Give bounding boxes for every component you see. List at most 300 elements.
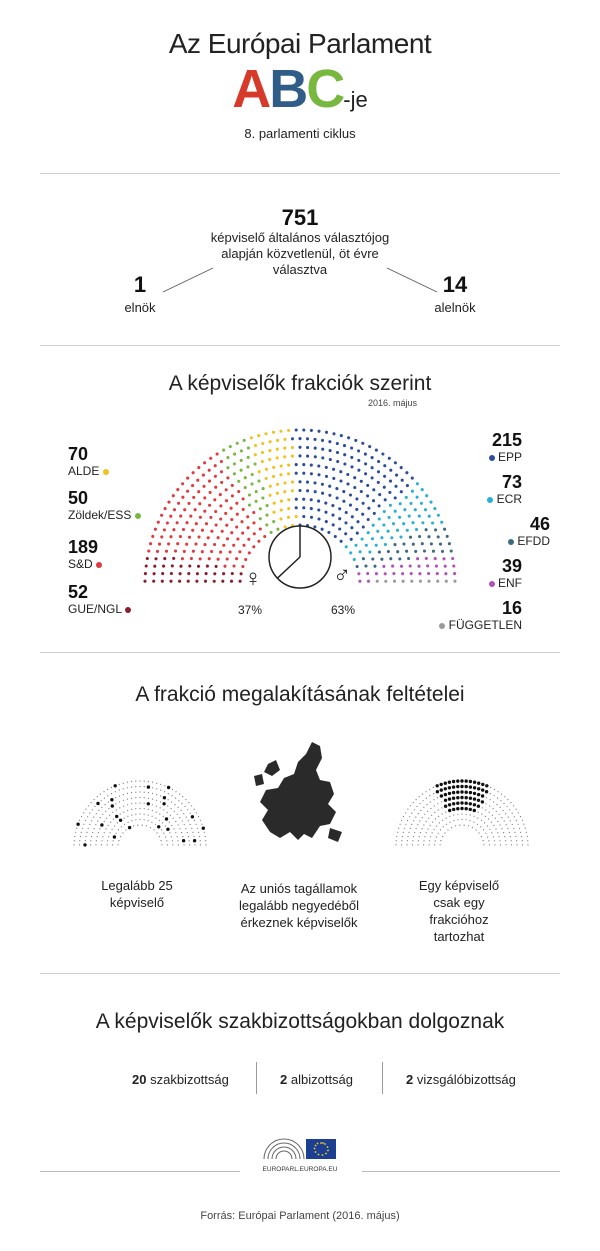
- seat-dot-gue-ngl: [169, 580, 172, 583]
- group-legend-left-2: [68, 537, 102, 571]
- seat-dot: [171, 808, 172, 809]
- seat-dot-s-d: [183, 550, 186, 553]
- seat-dot: [163, 833, 164, 834]
- seat-dot: [444, 782, 447, 785]
- seat-dot-ecr: [421, 488, 424, 491]
- seat-dot: [436, 836, 437, 837]
- seat-dot: [448, 786, 451, 789]
- seat-dot-epp: [310, 507, 313, 510]
- seat-dot: [505, 840, 506, 841]
- seat-dot: [501, 794, 502, 795]
- seat-dot: [459, 825, 460, 826]
- seat-dot: [406, 844, 407, 845]
- seat-dot: [193, 839, 196, 842]
- seat-dot: [434, 844, 435, 845]
- seat-dot: [516, 844, 517, 845]
- seat-dot-alde: [279, 473, 282, 476]
- connector-lines: [0, 0, 600, 340]
- seat-dot: [155, 818, 156, 819]
- seat-dot-epp: [350, 446, 353, 449]
- seat-dot-alde: [280, 508, 283, 511]
- seat-dot: [501, 828, 502, 829]
- group-color-dot: [103, 469, 109, 475]
- seat-dot: [122, 832, 123, 833]
- seat-dot-epp: [364, 453, 367, 456]
- seat-dot-s-d: [220, 481, 223, 484]
- seat-dot: [396, 836, 397, 837]
- seat-dot: [423, 844, 424, 845]
- seat-dot: [172, 795, 173, 796]
- seat-dot-alde: [273, 502, 276, 505]
- seat-dot-ecr: [345, 545, 348, 548]
- seat-dot-s-d: [197, 490, 200, 493]
- seat-dot: [485, 809, 486, 810]
- group-number: 73: [501, 472, 522, 492]
- seat-dot: [172, 840, 173, 841]
- seat-dot: [496, 811, 497, 812]
- seat-dot-s-d: [176, 488, 179, 491]
- group-label: FÜGGETLEN: [448, 618, 522, 632]
- seat-dot: [455, 825, 456, 826]
- seat-dot-ecr: [425, 494, 428, 497]
- seat-dot: [181, 803, 182, 804]
- seat-dot: [199, 836, 200, 837]
- seat-dot: [453, 814, 454, 815]
- seat-dot: [427, 828, 428, 829]
- seat-dot-epp: [310, 498, 313, 501]
- seat-dot: [181, 832, 182, 833]
- seat-dot: [431, 815, 432, 816]
- seat-dot: [497, 832, 498, 833]
- seat-dot: [175, 821, 176, 822]
- committee-label: albizottság: [290, 1072, 354, 1087]
- group-color-dot: [489, 581, 495, 587]
- seat-dot: [407, 840, 408, 841]
- seat-dot: [516, 809, 517, 810]
- seat-dot-ecr: [421, 521, 424, 524]
- seat-dot: [165, 836, 166, 837]
- seat-dot: [493, 825, 494, 826]
- seat-dot-alde: [276, 456, 279, 459]
- seat-dot-gue-ngl: [143, 580, 146, 583]
- seat-dot: [200, 840, 201, 841]
- seat-dot: [131, 781, 132, 782]
- seat-dot: [194, 809, 195, 810]
- seat-dot-ecr: [378, 517, 381, 520]
- seat-dot-gue-ngl: [146, 557, 149, 560]
- seat-dot: [144, 803, 145, 804]
- seat-dot-efdd: [443, 528, 446, 531]
- seat-dot: [165, 825, 166, 826]
- seat-dot-ecr: [349, 551, 352, 554]
- seat-dot-s-d: [203, 461, 206, 464]
- group-color-dot: [508, 539, 514, 545]
- seat-dot: [421, 828, 422, 829]
- small-hemicycle-icon: [72, 775, 208, 851]
- seat-dot: [437, 797, 438, 798]
- seat-dot: [76, 828, 77, 829]
- seat-dot-efdd: [409, 536, 412, 539]
- seat-dot: [101, 840, 102, 841]
- seat-dot-enf: [444, 565, 447, 568]
- seat-dot-s-d: [177, 502, 180, 505]
- seat-dot-epp: [298, 454, 301, 457]
- seat-dot: [449, 816, 450, 817]
- seat-dot: [131, 814, 132, 815]
- seat-dot-z-ldek-ess: [255, 500, 258, 503]
- seat-dot: [477, 782, 480, 785]
- seat-dot: [500, 844, 501, 845]
- seat-dot: [83, 843, 86, 846]
- group-number: 70: [68, 444, 89, 464]
- seat-dot: [119, 819, 122, 822]
- seat-dot-epp: [298, 437, 301, 440]
- seat-dot-s-d: [181, 496, 184, 499]
- seat-dot-s-d: [201, 529, 204, 532]
- seat-dot-epp: [324, 511, 327, 514]
- seat-dot-efdd: [439, 543, 442, 546]
- seat-dot: [397, 832, 398, 833]
- seat-dot-epp: [371, 466, 374, 469]
- seat-dot-ecr: [396, 529, 399, 532]
- seat-dot: [434, 829, 435, 830]
- members-total-number: 751: [281, 205, 319, 230]
- seat-dot: [168, 799, 169, 800]
- seat-dot: [160, 801, 161, 802]
- seat-dot-ecr: [402, 522, 405, 525]
- seat-dot-efdd: [414, 550, 417, 553]
- seat-dot: [469, 808, 472, 811]
- seat-dot-enf: [451, 557, 454, 560]
- seat-dot: [108, 801, 109, 802]
- seat-dot-epp: [331, 514, 334, 517]
- seat-dot: [460, 785, 463, 788]
- seat-dot: [460, 790, 463, 793]
- seat-dot: [131, 809, 132, 810]
- seat-dot: [404, 828, 405, 829]
- committee-item-2: [280, 1072, 353, 1087]
- seat-dot: [509, 832, 510, 833]
- seat-dot: [192, 832, 193, 833]
- seat-dot-s-d: [156, 550, 159, 553]
- seat-dot: [481, 836, 482, 837]
- seat-dot-s-d: [224, 512, 227, 515]
- seat-dot: [90, 844, 91, 845]
- seat-dot-epp: [331, 504, 334, 507]
- seat-dot: [148, 798, 149, 799]
- seat-dot-ecr: [361, 537, 364, 540]
- seat-dot-s-d: [244, 558, 247, 561]
- seat-dot-s-d: [229, 550, 232, 553]
- seat-dot-alde: [250, 436, 253, 439]
- seat-dot-efdd: [362, 557, 365, 560]
- seat-dot: [196, 812, 197, 813]
- seat-dot-enf: [436, 572, 439, 575]
- seat-dot-alde: [287, 464, 290, 467]
- seat-dot: [522, 840, 523, 841]
- seat-dot-alde: [287, 507, 290, 510]
- abc-letter-b: B: [269, 59, 307, 119]
- seat-dot-ecr: [429, 501, 432, 504]
- seat-dot: [481, 800, 484, 803]
- female-icon: ♀: [244, 565, 262, 592]
- seat-dot: [518, 824, 519, 825]
- seat-dot-z-ldek-ess: [240, 459, 243, 462]
- seat-dot-s-d: [219, 551, 222, 554]
- groups-date: 2016. május: [368, 398, 418, 408]
- seat-dot: [131, 787, 132, 788]
- seat-dot: [465, 796, 468, 799]
- seat-dot-s-d: [173, 508, 176, 511]
- seat-dot: [119, 795, 120, 796]
- seat-dot-epp: [298, 480, 301, 483]
- condition-text-1: Legalább 25 képviselő: [101, 878, 173, 910]
- seat-dot-epp: [314, 490, 317, 493]
- seat-dot: [139, 797, 140, 798]
- seat-dot-z-ldek-ess: [248, 493, 251, 496]
- seat-dot: [424, 814, 425, 815]
- seat-dot: [436, 790, 439, 793]
- seat-dot: [194, 820, 195, 821]
- seat-dot-gue-ngl: [153, 565, 156, 568]
- group-number: 52: [68, 582, 89, 602]
- seat-dot: [403, 816, 404, 817]
- seat-dot: [516, 820, 517, 821]
- committee-label: vizsgálóbizottság: [416, 1072, 516, 1087]
- seat-dot-gue-ngl: [178, 580, 181, 583]
- seat-dot-s-d: [181, 557, 184, 560]
- seat-dot-epp: [400, 466, 403, 469]
- seat-dot: [123, 800, 124, 801]
- seat-dot-epp: [361, 442, 364, 445]
- seat-dot-epp: [321, 439, 324, 442]
- seat-dot: [418, 813, 419, 814]
- seat-dot: [438, 816, 439, 817]
- seat-dot: [120, 836, 121, 837]
- seat-dot: [156, 806, 157, 807]
- seat-dot: [175, 791, 176, 792]
- seat-dot: [198, 832, 199, 833]
- seat-dot: [452, 785, 455, 788]
- seat-dot: [169, 822, 170, 823]
- seat-dot-epp: [306, 489, 309, 492]
- seat-dot-s-d: [230, 531, 233, 534]
- seat-dot-alde: [287, 516, 290, 519]
- seat-dot: [478, 832, 479, 833]
- divider: [40, 652, 560, 653]
- seat-dot: [416, 828, 417, 829]
- seat-dot: [481, 783, 484, 786]
- seat-dot: [440, 844, 441, 845]
- seat-dot-gue-ngl: [161, 580, 164, 583]
- seat-dot-s-d: [181, 482, 184, 485]
- seat-dot-s-d: [226, 476, 229, 479]
- seat-dot: [461, 813, 462, 814]
- seat-dot-efdd: [425, 528, 428, 531]
- seat-dot-efdd: [373, 565, 376, 568]
- seat-dot: [456, 796, 459, 799]
- seat-dot: [411, 813, 412, 814]
- seat-dot: [520, 816, 521, 817]
- seat-dot-ecr: [416, 496, 419, 499]
- seat-dot: [460, 796, 463, 799]
- seat-dot: [414, 832, 415, 833]
- seat-dot-epp: [357, 459, 360, 462]
- seat-dot-epp: [395, 474, 398, 477]
- seat-dot-epp: [372, 499, 375, 502]
- seat-dot-gue-ngl: [206, 565, 209, 568]
- seat-dot: [128, 826, 131, 829]
- seat-dot: [433, 787, 434, 788]
- group-number: 39: [501, 556, 522, 576]
- seat-dot-s-d: [179, 535, 182, 538]
- seat-dot: [518, 812, 519, 813]
- seat-dot: [94, 806, 95, 807]
- seat-dot-epp: [317, 473, 320, 476]
- seat-dot-ecr: [367, 531, 370, 534]
- seat-dot-epp: [406, 484, 409, 487]
- seat-dot: [104, 798, 105, 799]
- seat-dot-epp: [332, 432, 335, 435]
- seat-dot: [133, 825, 134, 826]
- seat-dot: [95, 844, 96, 845]
- seat-dot: [193, 836, 194, 837]
- seat-dot: [522, 844, 523, 845]
- group-legend-right-1: [487, 472, 522, 506]
- seat-dot-gue-ngl: [222, 572, 225, 575]
- seat-dot: [144, 792, 145, 793]
- seat-dot-epp: [366, 484, 369, 487]
- seat-dot-epp: [321, 492, 324, 495]
- seat-dot: [147, 802, 150, 805]
- seat-dot-s-d: [191, 529, 194, 532]
- seat-dot-s-d: [165, 550, 168, 553]
- seat-dot-ecr: [440, 521, 443, 524]
- seat-dot: [167, 786, 170, 789]
- seat-dot: [163, 816, 164, 817]
- seat-dot-alde: [280, 500, 283, 503]
- seat-dot-gue-ngl: [161, 572, 164, 575]
- seat-dot-enf: [375, 572, 378, 575]
- seat-dot-alde: [254, 444, 257, 447]
- seat-dot-s-d: [190, 557, 193, 560]
- seat-dot-z-ldek-ess: [251, 473, 254, 476]
- seat-dot-s-d: [185, 521, 188, 524]
- seat-dot-s-d: [252, 511, 255, 514]
- seat-dot: [98, 832, 99, 833]
- seat-dot: [416, 799, 417, 800]
- seat-dot-epp: [321, 456, 324, 459]
- seat-dot: [177, 814, 178, 815]
- seat-dot-alde: [276, 448, 279, 451]
- seat-dot: [144, 808, 145, 809]
- seat-dot-s-d: [203, 510, 206, 513]
- seat-dot: [144, 786, 145, 787]
- seat-dot-z-ldek-ess: [255, 490, 258, 493]
- seat-dot: [452, 808, 455, 811]
- seat-dot-z-ldek-ess: [222, 449, 225, 452]
- seat-dot: [185, 828, 186, 829]
- group-label: ENF: [498, 576, 522, 590]
- seat-dot-z-ldek-ess: [262, 487, 265, 490]
- seat-dot: [123, 806, 124, 807]
- seat-dot: [503, 803, 504, 804]
- seat-dot: [409, 816, 410, 817]
- seat-dot: [430, 801, 431, 802]
- seat-dot-ecr: [431, 521, 434, 524]
- europarl-logo: [260, 1133, 342, 1167]
- seat-dot: [477, 805, 480, 808]
- seat-dot-s-d: [216, 452, 219, 455]
- divider: [40, 973, 560, 974]
- seat-dot: [401, 844, 402, 845]
- seat-dot-s-d: [230, 507, 233, 510]
- seat-dot-epp: [372, 488, 375, 491]
- seat-dot: [448, 803, 451, 806]
- seat-dot: [503, 810, 504, 811]
- seat-dot: [108, 836, 109, 837]
- seat-dot: [429, 844, 430, 845]
- seat-dot-enf: [417, 565, 420, 568]
- groups-title: A képviselők frakciók szerint: [168, 372, 432, 395]
- seat-dot: [97, 820, 98, 821]
- seat-dot-ecr: [420, 502, 423, 505]
- seat-dot-enf: [425, 557, 428, 560]
- seat-dot-epp: [364, 462, 367, 465]
- seat-dot: [507, 799, 508, 800]
- seat-dot: [88, 828, 89, 829]
- seat-dot: [190, 813, 191, 814]
- separator: [256, 1062, 257, 1094]
- seat-dot-epp: [298, 489, 301, 492]
- group-color-dot: [96, 562, 102, 568]
- seat-dot: [451, 827, 452, 828]
- seat-dot: [489, 829, 490, 830]
- seat-dot-epp: [388, 457, 391, 460]
- seat-dot: [107, 789, 108, 790]
- seat-dot-ecr: [406, 529, 409, 532]
- seat-dot-epp: [389, 480, 392, 483]
- seat-dot-enf: [452, 564, 455, 567]
- seat-dot-gue-ngl: [213, 580, 216, 583]
- seat-dot-ecr: [437, 514, 440, 517]
- seat-dot: [190, 824, 191, 825]
- seat-dot-epp: [310, 516, 313, 519]
- seat-dot: [473, 792, 476, 795]
- seat-dot-s-d: [242, 508, 245, 511]
- seat-dot: [460, 801, 463, 804]
- seat-dot: [171, 836, 172, 837]
- seat-dot-ecr: [394, 510, 397, 513]
- seat-dot: [513, 828, 514, 829]
- seat-dot-gue-ngl: [187, 572, 190, 575]
- seat-dot-efdd: [418, 535, 421, 538]
- seat-dot-s-d: [247, 538, 250, 541]
- seat-dot: [484, 822, 485, 823]
- seat-dot: [101, 844, 102, 845]
- seat-dot: [85, 809, 86, 810]
- seat-dot: [155, 824, 156, 825]
- seat-dot-alde: [280, 464, 283, 467]
- seat-dot: [430, 836, 431, 837]
- seat-dot: [85, 820, 86, 821]
- seat-dot-gue-ngl: [239, 580, 242, 583]
- seat-dot: [186, 817, 187, 818]
- seat-dot-s-d: [167, 542, 170, 545]
- seat-dot-epp: [384, 498, 387, 501]
- seat-dot-epp: [295, 472, 298, 475]
- seat-dot-epp: [378, 493, 381, 496]
